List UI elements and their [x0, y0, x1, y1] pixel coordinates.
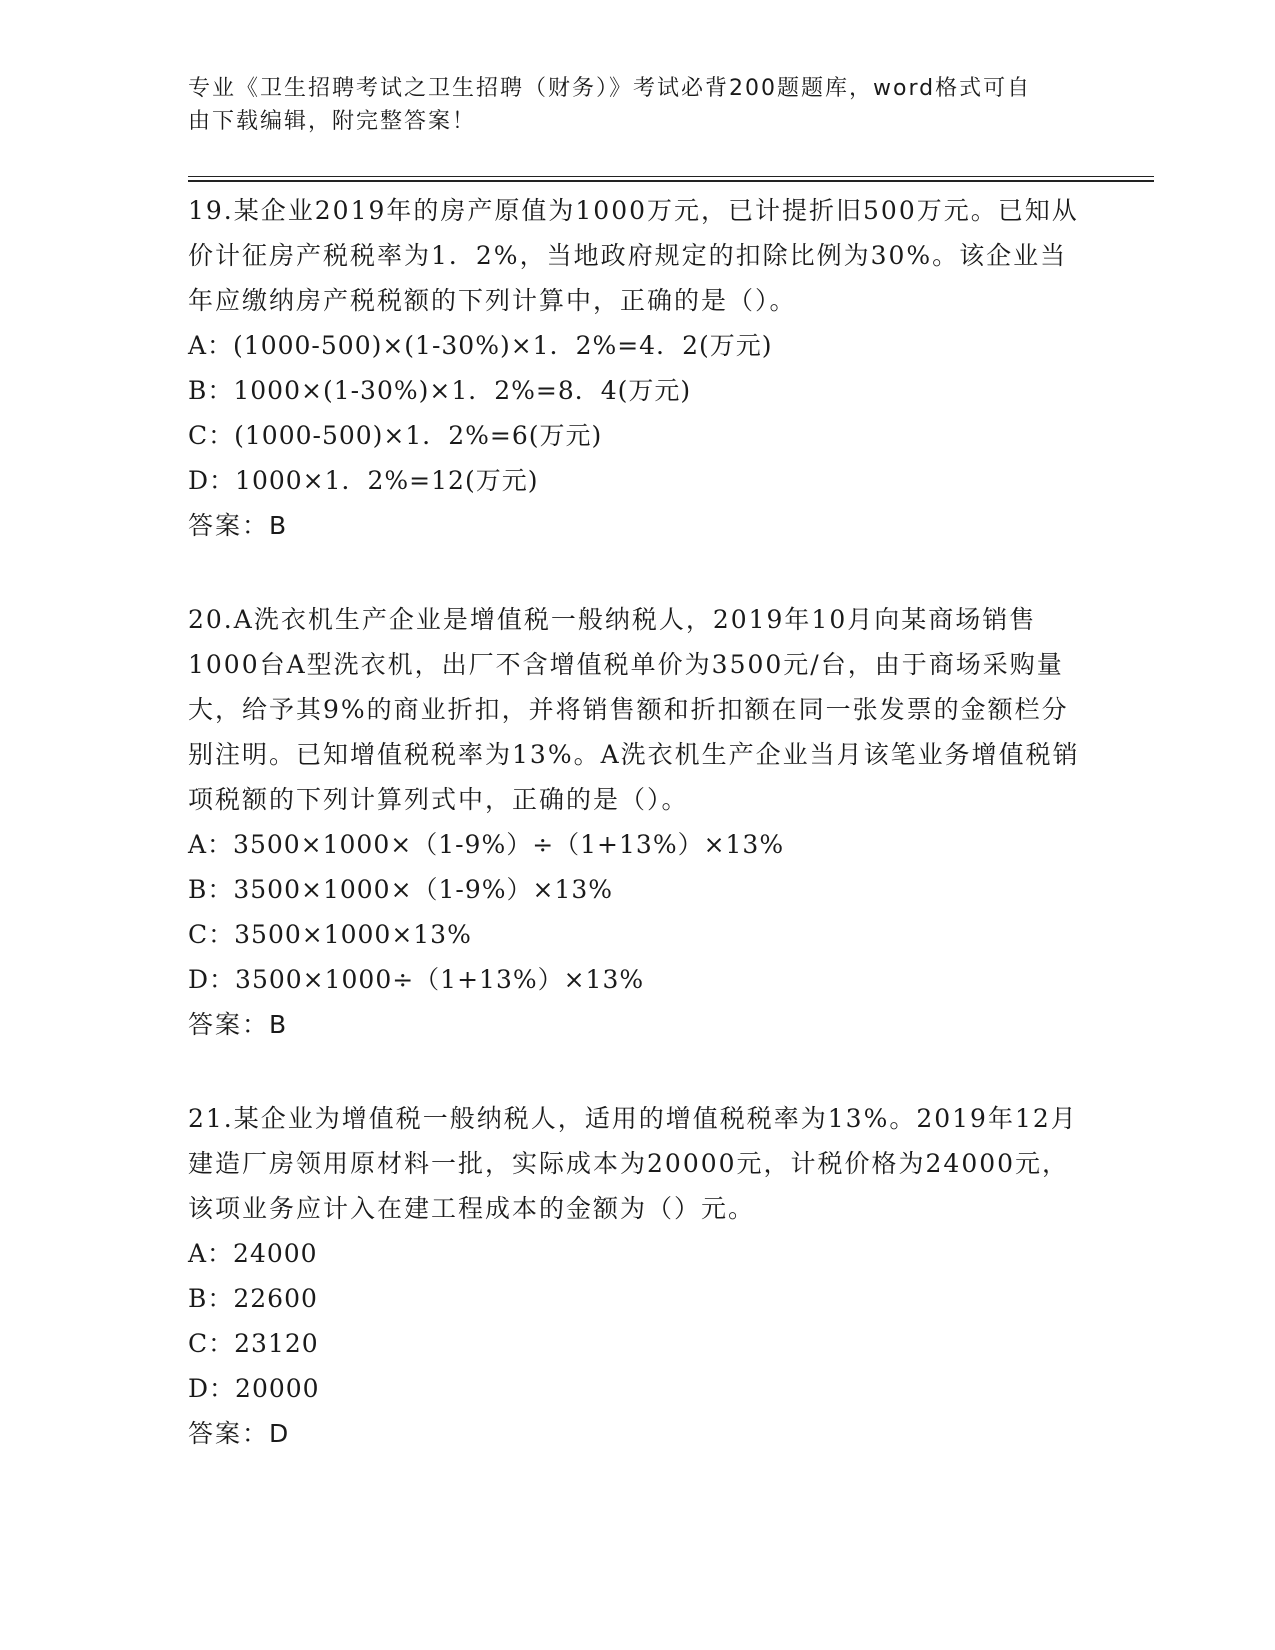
option-d: D：1000×1．2%=12(万元)	[188, 466, 539, 495]
option-d: D：3500×1000÷（1+13%）×13%	[188, 965, 645, 994]
option-d: D：20000	[188, 1374, 320, 1403]
answer: 答案：B	[188, 511, 289, 540]
header-line-2: 由下载编辑，附完整答案！	[188, 109, 477, 134]
question-stem: 19.某企业2019年的房产原值为1000万元，已计提折旧500万元。已知从价计征房产税税率为1．2%，当地政府规定的扣除比例为30%。该企业当年应缴纳房产税税额的下列计算中，正确的是（）。	[188, 196, 1079, 315]
header-divider-thin	[188, 176, 1154, 177]
question-stem: 21.某企业为增值税一般纳税人，适用的增值税税率为13%。2019年12月建造厂房领用原材料一批，实际成本为20000元，计税价格为24000元，该项业务应计入在建工程成本的金额为（）元。	[188, 1104, 1078, 1223]
option-c: C：3500×1000×13%	[188, 920, 472, 949]
option-c: C：(1000-500)×1．2%=6(万元)	[188, 421, 603, 450]
answer: 答案：B	[188, 1010, 289, 1039]
header-divider-thick	[188, 180, 1154, 182]
option-c: C：23120	[188, 1329, 319, 1358]
option-b: B：22600	[188, 1284, 318, 1313]
option-a: A：3500×1000×（1-9%）÷（1+13%）×13%	[188, 830, 785, 859]
question-19	[188, 188, 1088, 548]
answer: 答案：D	[188, 1419, 291, 1448]
header-line-1: 专业《卫生招聘考试之卫生招聘（财务）》考试必背200题题库，word格式可自	[188, 76, 1032, 101]
option-a: A：(1000-500)×(1-30%)×1．2%=4．2(万元)	[188, 331, 773, 360]
option-a: A：24000	[188, 1239, 318, 1268]
question-21	[188, 1096, 1088, 1456]
document-header	[188, 72, 1068, 138]
question-20	[188, 597, 1088, 1047]
option-b: B：3500×1000×（1-9%）×13%	[188, 875, 614, 904]
question-stem: 20.A洗衣机生产企业是增值税一般纳税人，2019年10月向某商场销售1000台A型洗衣机，出厂不含增值税单价为3500元/台，由于商场采购量大，给予其9%的商业折扣，并将销售额和折扣额在同一张发票的金额栏分别注明。已知增值税税率为13%。A洗衣机生产企业当月该笔业务增值税销项税额的下列计算列式中，正确的是（）。	[188, 605, 1080, 814]
option-b: B：1000×(1-30%)×1．2%=8．4(万元)	[188, 376, 692, 405]
